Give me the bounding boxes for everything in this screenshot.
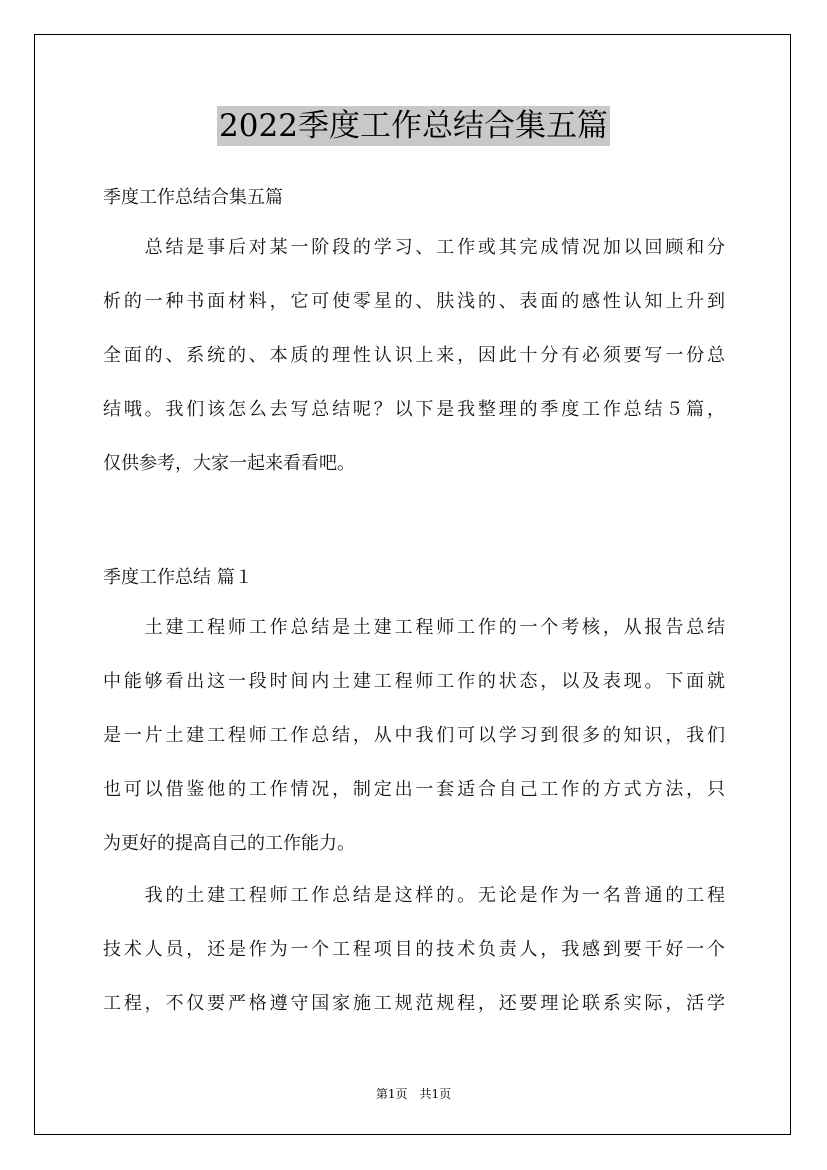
section1-paragraph-1 (103, 601, 725, 871)
paragraph-line: 仅供参考，大家一起来看看吧。 (103, 453, 355, 474)
paragraph-line: 为更好的提高自己的工作能力。 (103, 833, 355, 854)
paragraph-line: 结哦。我们该怎么去写总结呢？以下是我整理的季度工作总结５篇， (103, 399, 725, 420)
paragraph-line: 技术人员，还是作为一个工程项目的技术负责人，我感到要干好一个 (103, 939, 725, 960)
intro-paragraph (103, 221, 725, 491)
intro-heading: 季度工作总结合集五篇 (103, 187, 283, 208)
document-title-text: 2022季度工作总结合集五篇 (219, 108, 608, 144)
paragraph-line: 析的一种书面材料，它可使零星的、肤浅的、表面的感性认知上升到 (103, 291, 725, 312)
paragraph-line: 是一片土建工程师工作总结，从中我们可以学习到很多的知识，我们 (103, 725, 725, 746)
paragraph-line: 全面的、系统的、本质的理性认识上来，因此十分有必须要写一份总 (103, 345, 725, 366)
document-title (0, 100, 827, 145)
paragraph-line: 也可以借鉴他的工作情况，制定出一套适合自己工作的方式方法，只 (103, 779, 725, 800)
paragraph-line: 土建工程师工作总结是土建工程师工作的一个考核，从报告总结 (103, 617, 725, 638)
section1-paragraph-2 (103, 869, 725, 1031)
paragraph-line: 总结是事后对某一阶段的学习、工作或其完成情况加以回顾和分 (103, 237, 725, 258)
page-footer: 第1页 共1页 (375, 1087, 452, 1101)
paragraph-line: 我的土建工程师工作总结是这样的。无论是作为一名普通的工程 (103, 885, 725, 906)
paragraph-line: 工程，不仅要严格遵守国家施工规范规程，还要理论联系实际，活学 (103, 993, 725, 1014)
section1-heading: 季度工作总结 篇１ (103, 567, 253, 588)
paragraph-line: 中能够看出这一段时间内土建工程师工作的状态，以及表现。下面就 (103, 671, 725, 692)
